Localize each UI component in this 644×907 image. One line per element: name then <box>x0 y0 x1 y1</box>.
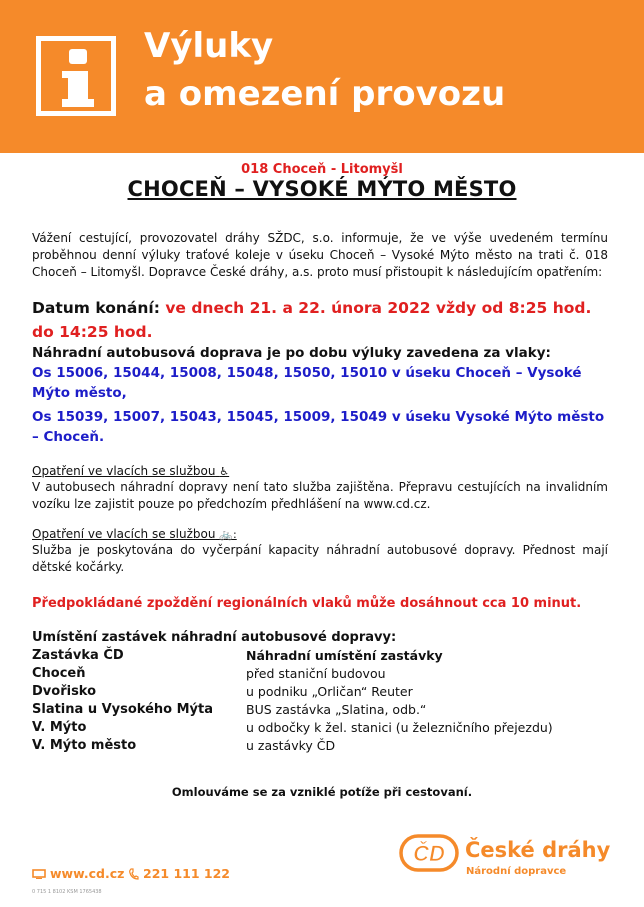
brand-subtitle: Národní dopravce <box>466 866 567 877</box>
table-row <box>32 737 606 755</box>
intro-text: Vážení cestující, provozovatel dráhy SŽDC, s.o. informuje, že ve výše uvedeném termínu proběhnou denní výluky traťové koleje v úseku Choceň – Vysoké Mýto město na trati č. 018 Choceň – Litomyšl. Dopravce České dráhy, a.s. proto musí přistoupit k následujícím opatřením: <box>32 231 608 279</box>
header-banner <box>0 0 644 153</box>
table-row <box>32 683 606 701</box>
stops-table <box>32 647 606 755</box>
stop-place: u zastávky ČD <box>246 738 336 753</box>
bicycle-heading <box>32 526 237 543</box>
stop-place: u podniku „Orličan“ Reuter <box>246 684 413 699</box>
banner-title-line1: Výluky <box>144 26 274 66</box>
footer-phone[interactable] <box>128 866 230 881</box>
table-row <box>32 701 606 719</box>
svg-text:ČD: ČD <box>413 841 445 866</box>
stop-station: V. Mýto <box>32 720 87 735</box>
banner-title-line2: a omezení provozu <box>144 74 506 114</box>
route-label: 018 Choceň - Litomyšl <box>241 162 403 177</box>
footer-web-link[interactable] <box>32 866 124 881</box>
delay-notice: Předpokládané zpoždění regionálních vlaků může dosáhnout cca 10 minut. <box>32 596 582 611</box>
stop-station: Dvořisko <box>32 684 97 699</box>
table-row <box>32 665 606 683</box>
bus-heading: Náhradní autobusová doprava je po dobu výluky zavedena za vlaky: <box>32 345 551 361</box>
table-row <box>32 719 606 737</box>
screen-icon <box>32 869 46 879</box>
bicycle-text: Služba je poskytována do vyčerpání kapacity náhradní autobusové dopravy. Přednost mají dětské kočárky. <box>32 543 608 574</box>
stop-station: Choceň <box>32 666 86 681</box>
brand-name: České dráhy <box>465 838 611 862</box>
stops-col-place: Náhradní umístění zastávky <box>246 648 443 663</box>
wheelchair-text: V autobusech náhradní dopravy není tato služba zajištěna. Přepravu cestujících na invalidním vozíku lze zajistit pouze po předchozím předhlášení na www.cd.cz. <box>32 480 608 511</box>
info-icon <box>36 36 116 116</box>
date-block <box>32 296 612 344</box>
stops-table-header <box>32 647 606 665</box>
trains-direction-2: Os 15039, 15007, 15043, 15045, 15009, 15049 v úseku Vysoké Mýto město – Choceň. <box>32 409 605 445</box>
footer-web-text[interactable]: www.cd.cz <box>50 866 125 881</box>
stops-col-station: Zastávka ČD <box>32 648 124 663</box>
phone-icon <box>128 868 139 880</box>
cd-logo <box>399 834 459 872</box>
bicycle-icon: 🚲: <box>219 528 237 541</box>
date-label: Datum konání: <box>32 299 160 317</box>
stop-station: V. Mýto město <box>32 738 137 753</box>
stops-heading: Umístění zastávek náhradní autobusové dopravy: <box>32 630 397 645</box>
document-code: 0 715 1 8102 KSM 1765438 <box>32 889 102 895</box>
stop-place: před staniční budovou <box>246 666 386 681</box>
bicycle-heading-text: Opatření ve vlacích se službou <box>32 527 216 541</box>
date-value: ve dnech 21. a 22. února 2022 vždy od 8:25 hod. do 14:25 hod. <box>32 299 592 341</box>
wheelchair-heading-text: Opatření ve vlacích se službou <box>32 464 216 478</box>
wheelchair-heading <box>32 463 229 480</box>
stop-station: Slatina u Vysokého Mýta <box>32 702 214 717</box>
apology-text: Omlouváme se za vzniklé potíže při cestovaní. <box>171 785 473 799</box>
banner-title <box>144 22 505 118</box>
trains-direction-1: Os 15006, 15044, 15008, 15048, 15050, 15010 v úseku Choceň – Vysoké Mýto město, <box>32 365 582 401</box>
stop-place: BUS zastávka „Slatina, odb.“ <box>246 702 427 717</box>
stop-place: u odbočky k žel. stanici (u železničního přejezdu) <box>246 720 553 735</box>
wheelchair-icon: ♿ <box>219 465 230 478</box>
footer-phone-text[interactable]: 221 111 122 <box>143 866 230 881</box>
page-title: CHOCEŇ – VYSOKÉ MÝTO MĚSTO <box>127 177 517 201</box>
